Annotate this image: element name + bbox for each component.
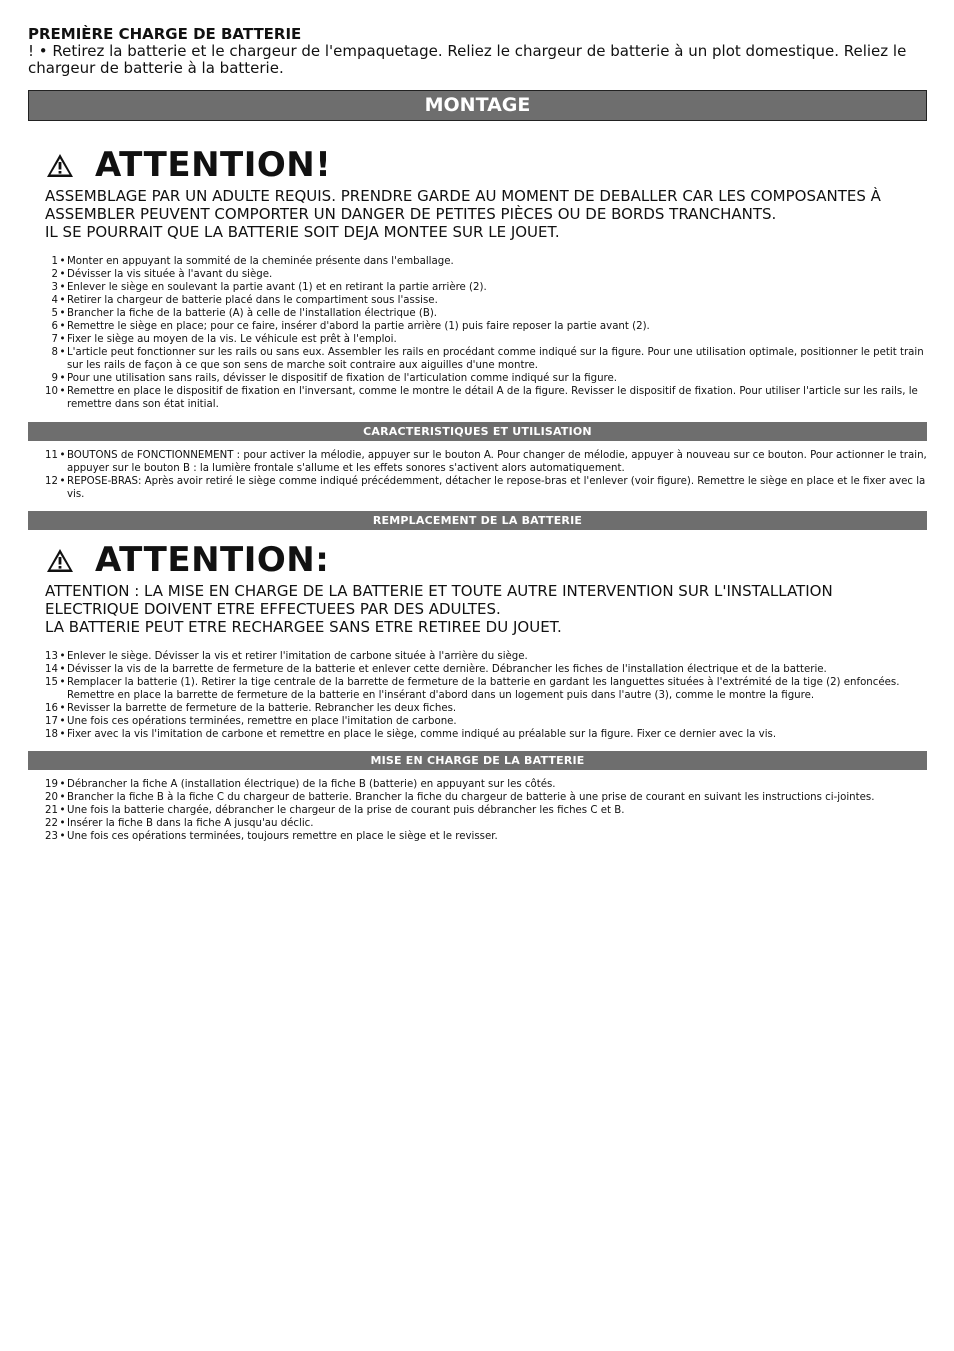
step-number: 2 xyxy=(51,269,58,280)
step-item xyxy=(28,715,927,728)
step-number: 12 xyxy=(45,476,58,487)
step-bullet: • xyxy=(59,664,66,675)
step-item xyxy=(28,255,927,268)
step-text: Pour une utilisation sans rails, dévisser le dispositif de fixation de l'articulation comme indiqué sur la figure. xyxy=(67,373,617,384)
step-bullet: • xyxy=(59,792,66,803)
montage-warning-line-1: ASSEMBLAGE PAR UN ADULTE REQUIS. PRENDRE GARDE AU MOMENT DE DEBALLER CAR LES COMPOSANTES À ASSEMBLER PEUVENT COMPORTER UN DANGER DE PETITES PIÈCES OU DE BORDS TRANCHANTS. xyxy=(45,187,881,223)
montage-band: MONTAGE xyxy=(28,90,927,121)
step-bullet: • xyxy=(59,831,66,842)
step-number: 20 xyxy=(45,792,58,803)
step-item xyxy=(28,702,927,715)
remplacement-steps xyxy=(28,650,927,741)
remplacement-warning-line-1: ATTENTION : LA MISE EN CHARGE DE LA BATTERIE ET TOUTE AUTRE INTERVENTION SUR L'INSTALLATION ELECTRIQUE DOIVENT ETRE EFFECTUEES PAR DES ADULTES. xyxy=(45,582,833,618)
step-number: 22 xyxy=(45,818,58,829)
step-bullet: • xyxy=(59,677,66,688)
step-text: Enlever le siège. Dévisser la vis et retirer l'imitation de carbone située à l'arrière du siège. xyxy=(67,651,528,662)
step-bullet: • xyxy=(59,703,66,714)
first-charge-title: PREMIÈRE CHARGE DE BATTERIE xyxy=(28,25,302,43)
remplacement-warning-header xyxy=(45,540,927,580)
step-number: 14 xyxy=(45,664,58,675)
step-bullet: • xyxy=(59,334,66,345)
step-number: 8 xyxy=(51,347,58,358)
remplacement-warning-line-2: LA BATTERIE PEUT ETRE RECHARGEE SANS ETRE RETIREE DU JOUET. xyxy=(45,618,562,636)
remplacement-band: REMPLACEMENT DE LA BATTERIE xyxy=(28,511,927,530)
step-text: Remplacer la batterie (1). Retirer la tige centrale de la barrette de fermeture de la batterie en gardant les languettes situées à l'extrémité de la tige (2) enfoncées. Remettre en place la barrette de fermeture de la batterie en l'insérant d'abord dans un logement puis dans l'autre (3), comme le montre la figure. xyxy=(67,677,900,701)
step-number: 19 xyxy=(45,779,58,790)
step-number: 10 xyxy=(45,386,58,397)
mise-en-charge-steps xyxy=(28,778,927,843)
step-number: 18 xyxy=(45,729,58,740)
step-text: Une fois la batterie chargée, débrancher le chargeur de la prise de courant puis débrancher les fiches C et B. xyxy=(67,805,625,816)
step-number: 23 xyxy=(45,831,58,842)
step-number: 7 xyxy=(51,334,58,345)
step-number: 5 xyxy=(51,308,58,319)
step-number: 11 xyxy=(45,450,58,461)
step-number: 4 xyxy=(51,295,58,306)
caracteristiques-steps xyxy=(28,449,927,501)
step-item xyxy=(28,449,927,475)
step-item xyxy=(28,372,927,385)
step-item xyxy=(28,650,927,663)
remplacement-warning-title: ATTENTION: xyxy=(95,540,330,580)
step-text: Débrancher la fiche A (installation électrique) de la fiche B (batterie) en appuyant sur les côtés. xyxy=(67,779,556,790)
step-item xyxy=(28,333,927,346)
step-item xyxy=(28,294,927,307)
step-bullet: • xyxy=(59,295,66,306)
montage-warning-line-2: IL SE POURRAIT QUE LA BATTERIE SOIT DEJA MONTEE SUR LE JOUET. xyxy=(45,223,560,241)
step-bullet: • xyxy=(59,256,66,267)
step-bullet: • xyxy=(59,386,66,397)
step-item xyxy=(28,663,927,676)
step-text: Fixer le siège au moyen de la vis. Le véhicule est prêt à l'emploi. xyxy=(67,334,397,345)
step-item xyxy=(28,281,927,294)
montage-warning-header xyxy=(45,145,927,185)
step-text: Remettre en place le dispositif de fixation en l'inversant, comme le montre le détail A de la figure. Revisser le dispositif de fixation. Pour utiliser l'article sur les rails, le remettre dans son état initial. xyxy=(67,386,918,410)
step-text: Fixer avec la vis l'imitation de carbone et remettre en place le siège, comme indiqué au préalable sur la figure. Fixer ce dernier avec la vis. xyxy=(67,729,777,740)
step-text: Dévisser la vis de la barrette de fermeture de la batterie et enlever cette dernière. Débrancher les fiches de l'installation électrique et de la batterie. xyxy=(67,664,827,675)
step-bullet: • xyxy=(59,651,66,662)
step-item xyxy=(28,475,927,501)
step-text: Une fois ces opérations terminées, remettre en place l'imitation de carbone. xyxy=(67,716,457,727)
step-item xyxy=(28,804,927,817)
step-item xyxy=(28,320,927,333)
warning-triangle-icon xyxy=(45,547,75,574)
step-bullet: • xyxy=(59,716,66,727)
step-text: L'article peut fonctionner sur les rails ou sans eux. Assembler les rails en procédant comme indiqué sur la figure. Pour une utilisation optimale, positionner le petit train sur les rails de façon à ce que son sens de marche soit contraire aux aiguilles d'une montre. xyxy=(67,347,924,371)
step-text: Une fois ces opérations terminées, toujours remettre en place le siège et le revisser. xyxy=(67,831,498,842)
step-number: 15 xyxy=(45,677,58,688)
step-bullet: • xyxy=(59,321,66,332)
step-item xyxy=(28,385,927,411)
step-text: Brancher la fiche de la batterie (A) à celle de l'installation électrique (B). xyxy=(67,308,438,319)
step-number: 21 xyxy=(45,805,58,816)
warning-triangle-icon xyxy=(45,152,75,179)
step-text: Retirer la chargeur de batterie placé dans le compartiment sous l'assise. xyxy=(67,295,438,306)
step-item xyxy=(28,346,927,372)
step-text: Monter en appuyant la sommité de la cheminée présente dans l'emballage. xyxy=(67,256,454,267)
step-item xyxy=(28,676,927,702)
step-text: Revisser la barrette de fermeture de la batterie. Rebrancher les deux fiches. xyxy=(67,703,457,714)
montage-steps xyxy=(28,255,927,411)
mise-en-charge-band: MISE EN CHARGE DE LA BATTERIE xyxy=(28,751,927,770)
step-text: BOUTONS de FONCTIONNEMENT : pour activer la mélodie, appuyer sur le bouton A. Pour changer de mélodie, appuyer à nouveau sur ce bouton. Pour actionner le train, appuyer sur le bouton B : la lumière frontale s'allume et les effets sonores s'activent alors automatiquement. xyxy=(67,450,927,474)
step-number: 9 xyxy=(51,373,58,384)
step-bullet: • xyxy=(59,779,66,790)
step-number: 1 xyxy=(51,256,58,267)
first-charge-text: ! • Retirez la batterie et le chargeur de l'empaquetage. Reliez le chargeur de batterie à un plot domestique. Reliez le chargeur de batterie à la batterie. xyxy=(28,42,907,77)
manual-page xyxy=(28,26,927,843)
step-bullet: • xyxy=(59,308,66,319)
step-number: 16 xyxy=(45,703,58,714)
step-number: 3 xyxy=(51,282,58,293)
step-text: Brancher la fiche B à la fiche C du chargeur de batterie. Brancher la fiche du chargeur de batterie à une prise de courant en suivant les instructions ci-jointes. xyxy=(67,792,875,803)
step-item xyxy=(28,778,927,791)
step-number: 13 xyxy=(45,651,58,662)
step-item xyxy=(28,817,927,830)
step-bullet: • xyxy=(59,373,66,384)
step-bullet: • xyxy=(59,450,66,461)
step-text: Dévisser la vis située à l'avant du siège. xyxy=(67,269,273,280)
montage-warning-title: ATTENTION! xyxy=(95,145,332,185)
step-bullet: • xyxy=(59,269,66,280)
step-bullet: • xyxy=(59,729,66,740)
step-number: 17 xyxy=(45,716,58,727)
step-text: Insérer la fiche B dans la fiche A jusqu'au déclic. xyxy=(67,818,314,829)
step-bullet: • xyxy=(59,347,66,358)
step-text: Remettre le siège en place; pour ce faire, insérer d'abord la partie arrière (1) puis faire reposer la partie avant (2). xyxy=(67,321,650,332)
step-text: Enlever le siège en soulevant la partie avant (1) et en retirant la partie arrière (2). xyxy=(67,282,487,293)
step-bullet: • xyxy=(59,805,66,816)
step-item xyxy=(28,830,927,843)
step-item xyxy=(28,268,927,281)
step-bullet: • xyxy=(59,476,66,487)
step-number: 6 xyxy=(51,321,58,332)
step-item xyxy=(28,791,927,804)
step-item xyxy=(28,307,927,320)
caracteristiques-band: CARACTERISTIQUES ET UTILISATION xyxy=(28,422,927,441)
step-item xyxy=(28,728,927,741)
step-bullet: • xyxy=(59,818,66,829)
step-text: REPOSE-BRAS: Après avoir retiré le siège comme indiqué précédemment, détacher le repose-bras et l'enlever (voir figure). Remettre le siège en place et le fixer avec la vis. xyxy=(67,476,926,500)
step-bullet: • xyxy=(59,282,66,293)
